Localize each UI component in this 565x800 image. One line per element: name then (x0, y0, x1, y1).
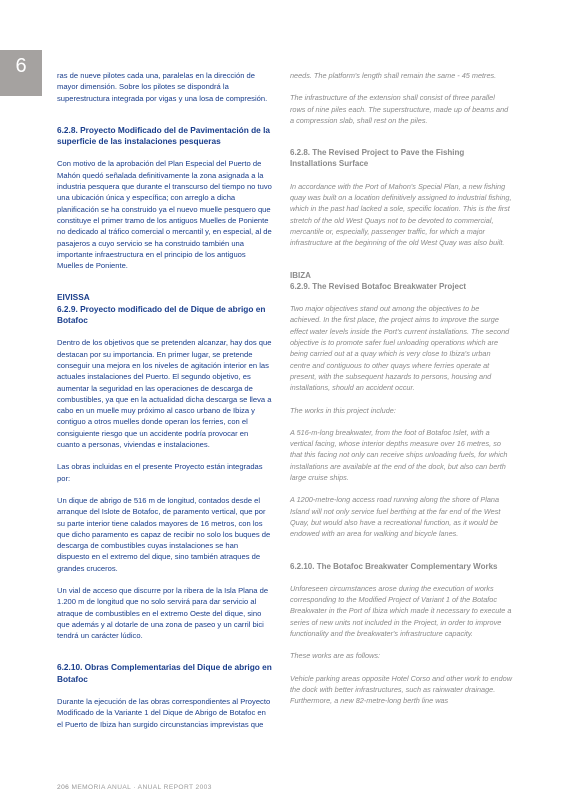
english-column (290, 70, 512, 717)
spanish-column (57, 70, 272, 741)
paragraph: Un vial de acceso que discurre por la ribera de la Isla Plana de 1.200 m de longitud que no solo servirá para dar servicio al atraque de combustibles en el extremo Oeste del dique, sino que además y al dotarle de una zona de paseo y un carril bici tendrá un carácter lúdico. (57, 585, 269, 641)
paragraph: A 1200-metre-long access road running along the shore of Plana Island will not only service fuel berthing at the far end of the West Quay, but would also have a recreational function, as it would be endowed with an area for walking and bicycle lanes. (290, 495, 501, 539)
section-heading: 6.2.8. The Revised Project to Pave the Fishing Installations Surface (290, 148, 465, 169)
section-heading: 6.2.8. Proyecto Modificado del de Pavimentación de la superficie de las instalaciones pesqueras (57, 124, 271, 147)
paragraph: needs. The platform's length shall remain the same - 45 metres. (290, 71, 497, 80)
page-number: 206 (57, 784, 70, 791)
chapter-tab (0, 50, 42, 96)
section-heading (290, 270, 512, 293)
paragraph: Vehicle parking areas opposite Hotel Corso and other work to endow the dock with better infrastructures, such as rainwater drainage. Furthermore, a new 82-metre-long berth line was (290, 673, 513, 706)
section-title: 6.2.9. The Revised Botafoc Breakwater Project (290, 281, 467, 291)
chapter-number: 6 (15, 55, 27, 77)
section-heading: 6.2.10. The Botafoc Breakwater Complementary Works (290, 561, 498, 571)
paragraph: Two major objectives stand out among the objectives to be achieved. In the first place, the project aims to improve the surge effect water levels inside the Port's current installations. The second objective is to promote safer fuel unloading operations which are being carried out at a quay which is very close to Ibiza's urban centre and contiguous to other quays where ferries operate at present, with the subsequent hazards to persons, housing and installations, should an accident occur. (290, 304, 510, 393)
paragraph: Dentro de los objetivos que se pretenden alcanzar, hay dos que destacan por su importancia. En primer lugar, se pretende conseguir una mejora en los niveles de agitación interior en las actuales instalaciones del Puerto. El segundo objetivo, es aumentar la seguridad en las operaciones de descarga de combustibles, ya que en la actualidad dicha descarga se lleva a cabo en un muelle muy próximo al casco urbano de Ibiza y contiguo a otros muelles donde operan los ferries, con el consiguiente riesgo que un accidente podría provocar en cuanto a personas, viviendas e instalaciones. (57, 338, 272, 450)
section-title: 6.2.9. Proyecto modificado del de Dique de abrigo en Botafoc (57, 303, 266, 326)
section-heading: 6.2.10. Obras Complementarias del Dique de abrigo en Botafoc (57, 662, 272, 684)
paragraph: Un dique de abrigo de 516 m de longitud, contados desde el arranque del Islote de Botafoc, de paramento vertical, que por su parte interior tiene calados mayores de 16 metros, con los que dicho paramento es capaz de recibir no solo los buques de descarga de combustibles cuyas instalaciones se han dispuesto en el extremo del dique, sino también atraques de grandes cruceros. (57, 495, 271, 573)
region-heading: EIVISSA (57, 292, 90, 303)
paragraph: The works in this project include: (290, 405, 396, 415)
paragraph: ras de nueve pilotes cada una, paralelas en la dirección de mayor dimensión. Sobre los pilotes se dispondrá la superestructura integrada por vigas y una losa de compresión. (57, 71, 268, 103)
paragraph: Con motivo de la aprobación del Plan Especial del Puerto de Mahón quedó señalada definitivamente la zona asignada a la industria pesquera que durante el transcurso del tiempo no tuvo una ubicación única y específica; con arreglo a dicha planificación se ha construido ya el nuevo muelle pesquero que constituye el primer tramo de los antiguos Muelles de Poniente no dedicado al tráfico comercial o mercantil y, en especial, al de pasajeros a cuyo servicio se ha construido también una importante infraestructura en el principio de los antiguos Muelles de Poniente. (57, 159, 272, 271)
page-footer (57, 784, 212, 791)
paragraph: The infrastructure of the extension shall consist of three parallel rows of nine piles each. The superstructure, made up of beams and a compression slab, shall rest on the piles. (290, 93, 509, 125)
section-heading (57, 292, 272, 326)
paragraph: These works are as follows: (290, 651, 381, 661)
region-heading: IBIZA (290, 270, 311, 280)
paragraph: Unforeseen circumstances arose during the execution of works corresponding to the Modified Project of Variant 1 of the Botafoc Breakwater in the Port of Ibiza which made it necessary to execute a series of new units not included in the Project, in order to improve functionality and the breakwater's infrastructure capacity. (290, 583, 512, 638)
footer-text: MEMORIA ANUAL · ANUAL REPORT 2003 (71, 784, 212, 791)
paragraph: A 516-m-long breakwater, from the foot of Botafoc Islet, with a vertical facing, whose interior depths measure over 16 metres, so that this facing not only can receive ships unloading fuels, for which installations are available at the end of the dock, but also can berth large cruise ships. (290, 427, 508, 483)
paragraph: In accordance with the Port of Mahon's Special Plan, a new fishing quay was built on a location definitively assigned to industrial fishing, which in the past had lacked a sole, specific location. This is the first stretch of the old West Quays not to be devoted to commercial, mercantile or, especially, passenger traffic, for which a major infrastructure at the beginning of the old West Quay was also built. (290, 181, 512, 248)
paragraph: Las obras incluidas en el presente Proyecto están integradas por: (57, 462, 263, 483)
paragraph: Durante la ejecución de las obras correspondientes al Proyecto Modificado de la Variante 1 del Dique de Abrigo de Botafoc en el Puerto de Ibiza han surgido circunstancias imprevistas que (57, 697, 271, 729)
